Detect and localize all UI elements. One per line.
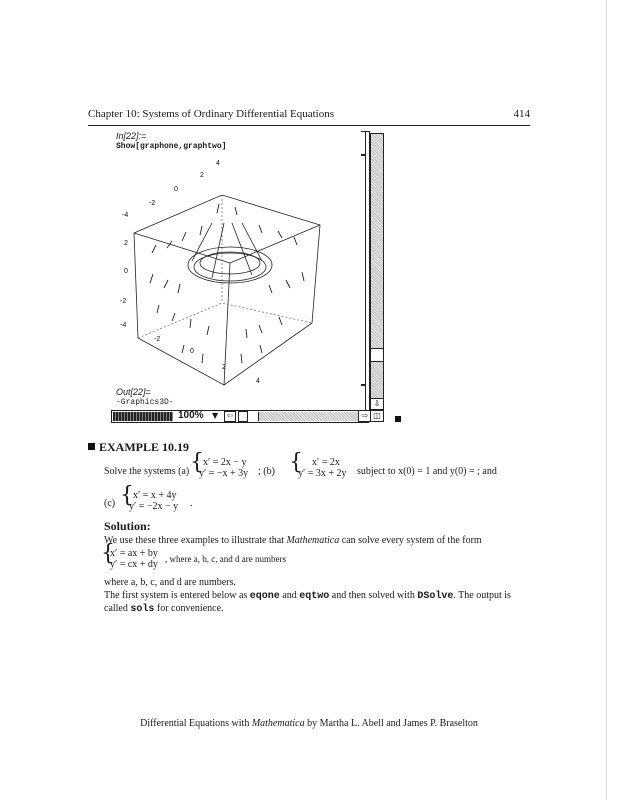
system-b-eq2: y′ = 3x + 2y [298, 468, 347, 479]
tick-label: 2 [200, 172, 204, 179]
system-c [129, 490, 178, 512]
text-span: called [104, 603, 128, 614]
mathematica-name: Mathematica [286, 535, 340, 546]
hscroll-thumb[interactable] [238, 411, 248, 422]
system-c-eq2: y′ = −2x − y [129, 501, 179, 512]
general-eq1: x′ = ax + by [110, 548, 158, 559]
section-bullet-icon [88, 443, 95, 450]
vector-field-3d-graphic [112, 153, 367, 409]
page-number: 414 [513, 108, 530, 120]
text-span: . The output is [453, 590, 511, 601]
text-span: and [282, 590, 297, 601]
zoom-dropdown-icon[interactable]: ▼ [212, 411, 219, 420]
end-square-icon [395, 416, 401, 422]
notebook-status-bar [111, 410, 369, 423]
tick-label: -4 [122, 212, 129, 219]
scroll-right-icon[interactable]: ⇨ [358, 410, 372, 422]
brace-icon: { [190, 450, 204, 475]
system-a [199, 457, 248, 479]
code-dsolve: DSolve [417, 591, 454, 602]
tick-label: 4 [256, 378, 260, 385]
code-eqtwo: eqtwo [299, 591, 330, 602]
page-edge [606, 0, 607, 800]
output-value: -Graphics3D- [116, 398, 174, 407]
system-b-eq1: x′ = 2x [312, 457, 340, 468]
separator-b: ; (b) [258, 466, 275, 477]
tick-label: -2 [120, 298, 127, 305]
system-b [298, 457, 346, 479]
system-a-eq2: y′ = −x + 3y [199, 468, 249, 479]
horizontal-scrollbar[interactable] [258, 412, 363, 421]
system-c-label: (c) [104, 498, 116, 509]
system-c-eq1: x′ = x + 4y [133, 490, 177, 501]
example-heading: EXAMPLE 10.19 [99, 440, 189, 454]
solution-paragraph-2: where a, b, c, and d are numbers. [104, 577, 236, 588]
solution-paragraph-4 [104, 603, 224, 615]
tick-label: -2 [154, 336, 161, 343]
tick-label: -4 [120, 322, 127, 329]
footer-mathematica: Mathematica [251, 718, 305, 729]
text-span: and then solved with [331, 590, 415, 601]
solution-paragraph-3 [104, 590, 511, 602]
tick-label: 2 [124, 240, 128, 247]
resize-grip-icon[interactable]: ◫ [370, 410, 384, 422]
tick-label: 4 [216, 160, 220, 167]
chapter-title: Chapter 10: Systems of Ordinary Differential Equations [88, 108, 335, 120]
zoom-level[interactable]: 100% [178, 410, 204, 421]
output-label: Out[22]= [116, 387, 151, 397]
tick-label: 2 [222, 364, 226, 371]
brace-icon: { [101, 541, 115, 566]
text-span: can solve every system of the form [341, 535, 482, 546]
text-span: We use these three examples to illustrate that [104, 535, 284, 546]
tick-label: 0 [190, 348, 194, 355]
tick-label: 0 [174, 186, 178, 193]
general-where: , where a, b, c, and d are numbers [165, 554, 286, 564]
tick-label: -2 [149, 200, 156, 207]
code-eqone: eqone [249, 591, 280, 602]
input-code: Show[graphone,graphtwo] [116, 142, 227, 151]
page-header [88, 108, 530, 124]
vertical-scrollbar[interactable] [370, 133, 384, 409]
scroll-left-icon[interactable]: ⇦ [224, 411, 236, 422]
solution-heading: Solution: [104, 519, 151, 533]
general-eq2: y′ = cx + dy [110, 559, 158, 570]
input-label: In[22]:= [116, 131, 147, 141]
brace-icon: { [120, 483, 134, 508]
code-sols: sols [130, 604, 155, 615]
mathematica-notebook [111, 129, 385, 420]
tick-label: 0 [124, 268, 128, 275]
status-indicator [113, 412, 173, 421]
initial-conditions: subject to x(0) = 1 and y(0) = ; and [357, 466, 497, 477]
text-span: for convenience. [156, 603, 224, 614]
scroll-down-icon[interactable]: ⇩ [370, 398, 384, 410]
solve-prefix: Solve the systems (a) [104, 466, 190, 477]
system-a-eq1: x′ = 2x − y [203, 457, 247, 468]
footer-authors: by Martha L. Abell and James P. Braselton [307, 718, 478, 729]
brace-icon: { [289, 450, 303, 475]
scrollbar-thumb[interactable] [371, 348, 383, 362]
general-system [110, 548, 158, 570]
page-footer [0, 718, 618, 729]
system-c-end: . [190, 498, 193, 509]
solution-paragraph-1 [104, 535, 482, 546]
footer-text: Differential Equations with [140, 718, 250, 729]
header-rule [88, 125, 530, 126]
text-span: The first system is entered below as [104, 590, 248, 601]
